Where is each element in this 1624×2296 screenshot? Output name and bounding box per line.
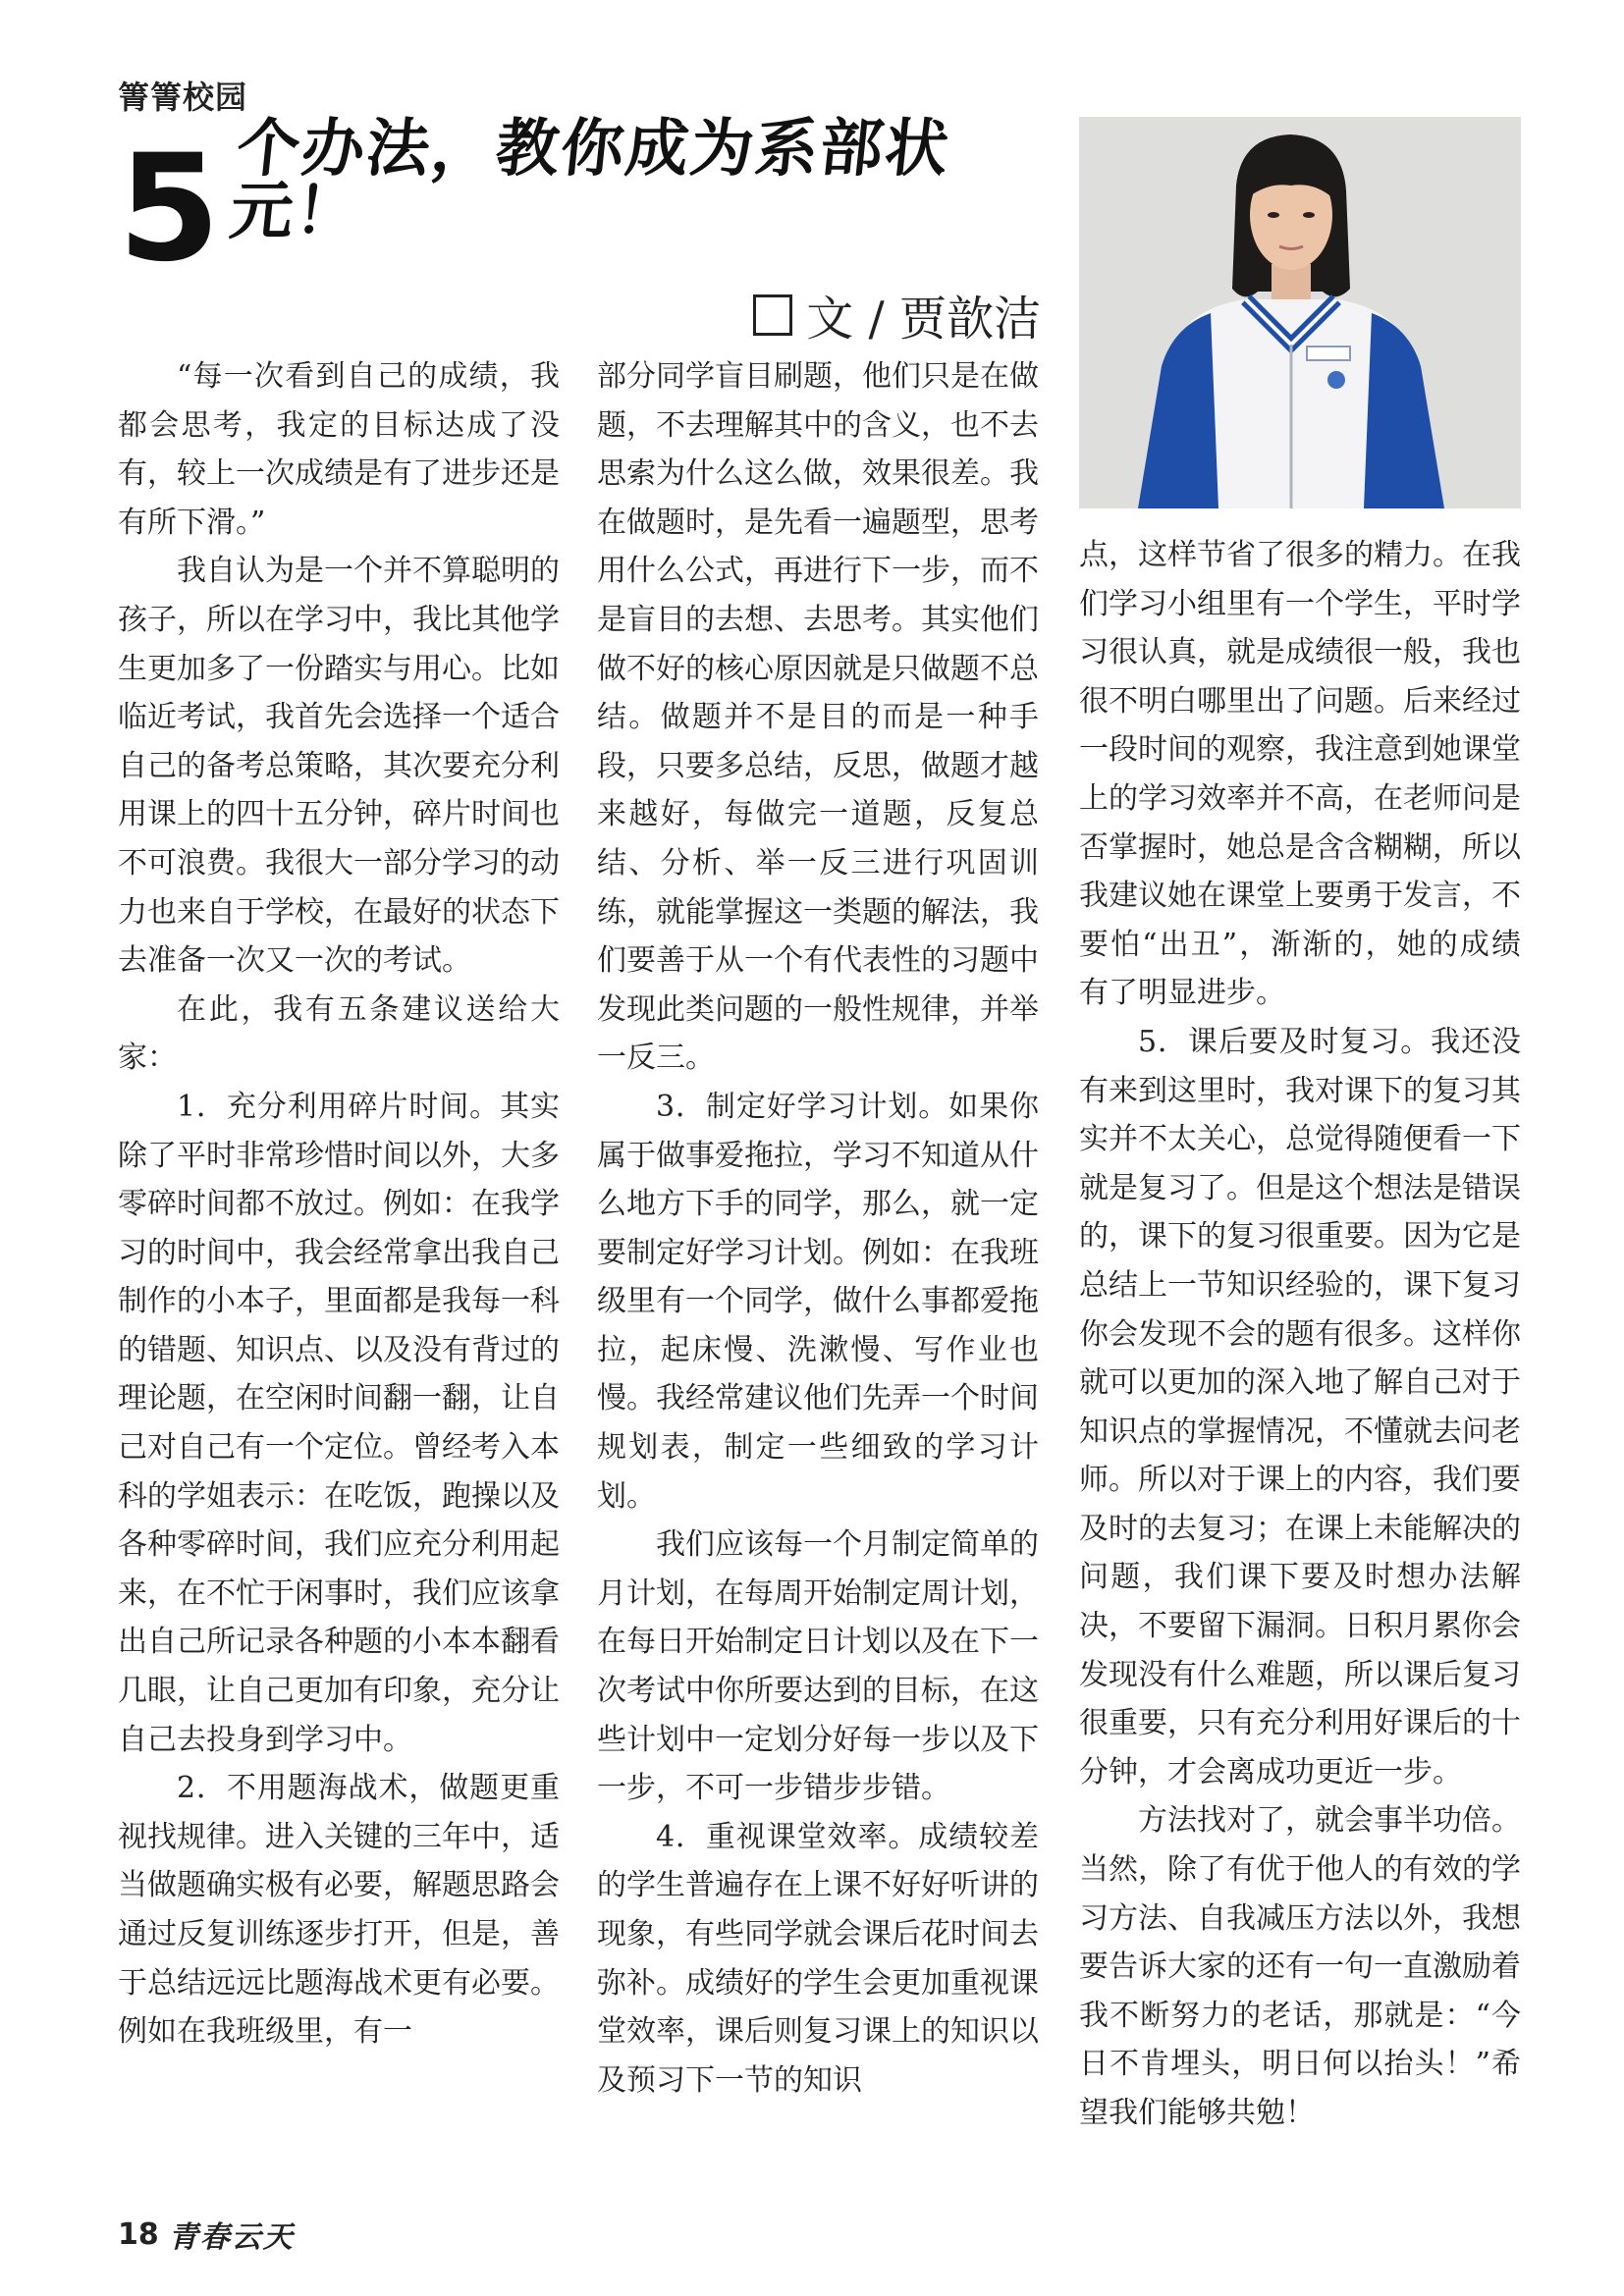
paragraph: 点，这样节省了很多的精力。在我们学习小组里有一个学生，平时学习很认真，就是成绩很一般，我也很不明白哪里出了问题。后来经过一段时间的观察，我注意到她课堂上的学习效率并不高，在老师问是否掌握时，她总是含含糊糊，所以我建议她在课堂上要勇于发言，不要怕“出丑”，渐渐的，她的成绩有了明显进步。	[1079, 538, 1521, 1011]
paragraph: 我自认为是一个并不算聪明的孩子，所以在学习中，我比其他学生更加多了一份踏实与用心。比如临近考试，我首先会选择一个适合自己的备考总策略，其次要充分利用课上的四十五分钟，碎片时间也不可浪费。我很大一部分学习的动力也来自于学校，在最好的状态下去准备一次又一次的考试。	[118, 554, 560, 979]
student-portrait-image	[1079, 117, 1521, 508]
paragraph: 部分同学盲目刷题，他们只是在做题，不去理解其中的含义，也不去思索为什么这么做，效果很差。我在做题时，是先看一遍题型，思考用什么公式，再进行下一步，而不是盲目的去想、去思考。其实他们做不好的核心原因就是只做题不总结。做题并不是目的而是一种手段，只要多总结，反思，做题才越来越好，每做完一道题，反复总结、分析、举一反三进行巩固训练，就能掌握这一类题的解法，我们要善于从一个有代表性的习题中发现此类问题的一般性规律，并举一反三。	[597, 359, 1039, 1076]
magazine-name: 青春云天	[168, 2220, 295, 2255]
paragraph: 3．制定好学习计划。如果你属于做事爱拖拉，学习不知道从什么地方下手的同学，那么，就一定要制定好学习计划。例如：在我班级里有一个同学，做什么事都爱拖拉，起床慢、洗漱慢、写作业也慢。我经常建议他们先弄一个时间规划表，制定一些细致的学习计划。	[597, 1089, 1039, 1514]
article-column-1	[118, 352, 560, 2056]
paragraph: 5．课后要及时复习。我还没有来到这里时，我对课下的复习其实并不太关心，总觉得随便看一下就是复习了。但是这个想法是错误的，课下的复习很重要。因为它是总结上一节知识经验的，课下复习你会发现不会的题有很多。这样你就可以更加的深入地了解自己对于知识点的掌握情况，不懂就去问老师。所以对于课上的内容，我们要及时的去复习；在课上未能解决的问题，我们课下要及时想办法解决，不要留下漏洞。日积月累你会发现没有什么难题，所以课后复习很重要，只有充分利用好课后的十分钟，才会离成功更近一步。	[1079, 1024, 1521, 1789]
paragraph: 我们应该每一个月制定简单的月计划，在每周开始制定周计划，在每日开始制定日计划以及在下一次考试中你所要达到的目标，在这些计划中一定划分好每一步以及下一步，不可一步错步步错。	[597, 1527, 1039, 1806]
paragraph: “每一次看到自己的成绩，我都会思考，我定的目标达成了没有，较上一次成绩是有了进步还是有所下滑。”	[118, 359, 560, 540]
article-column-2	[597, 352, 1039, 2105]
paragraph: 在此，我有五条建议送给大家：	[118, 991, 560, 1076]
paragraph: 4．重视课堂效率。成绩较差的学生普遍存在上课不好好听讲的现象，有些同学就会课后花时间去弥补。成绩好的学生会更加重视课堂效率，课后则复习课上的知识以及预习下一节的知识	[597, 1819, 1039, 2098]
page-number: 18	[118, 2216, 159, 2252]
paragraph: 方法找对了，就会事半功倍。当然，除了有优于他人的有效的学习方法、自我减压方法以外，我想要告诉大家的还有一句一直激励着我不断努力的老话，那就是：“今日不肯埋头，明日何以抬头！”希望我们能够共勉！	[1079, 1803, 1521, 2130]
article-column-3	[1079, 531, 1521, 2138]
byline-text: 文 / 贾歆洁	[806, 292, 1041, 347]
page-footer	[118, 2213, 295, 2256]
author-photo	[1079, 117, 1521, 508]
article-title	[118, 113, 1060, 294]
title-text: 个办法，教你成为系部状元！	[227, 113, 954, 248]
paragraph: 2．不用题海战术，做题更重视找规律。进入关键的三年中，适当做题确实极有必要，解题思路会通过反复训练逐步打开，但是，善于总结远远比题海战术更有必要。例如在我班级里，有一	[118, 1771, 560, 2050]
section-label: 箐箐校园	[118, 79, 248, 116]
title-number: 5	[118, 124, 217, 294]
byline	[736, 281, 1041, 348]
paragraph: 1．充分利用碎片时间。其实除了平时非常珍惜时间以外，大多零碎时间都不放过。例如：在我学习的时间中，我会经常拿出我自己制作的小本子，里面都是我每一科的错题、知识点、以及没有背过的理论题，在空闲时间翻一翻，让自己对自己有一个定位。曾经考入本科的学姐表示：在吃饭，跑操以及各种零碎时间，我们应充分利用起来，在不忙于闲事时，我们应该拿出自己所记录各种题的小本本翻看几眼，让自己更加有印象，充分让自己去投身到学习中。	[118, 1089, 560, 1757]
byline-box-icon	[753, 294, 792, 336]
